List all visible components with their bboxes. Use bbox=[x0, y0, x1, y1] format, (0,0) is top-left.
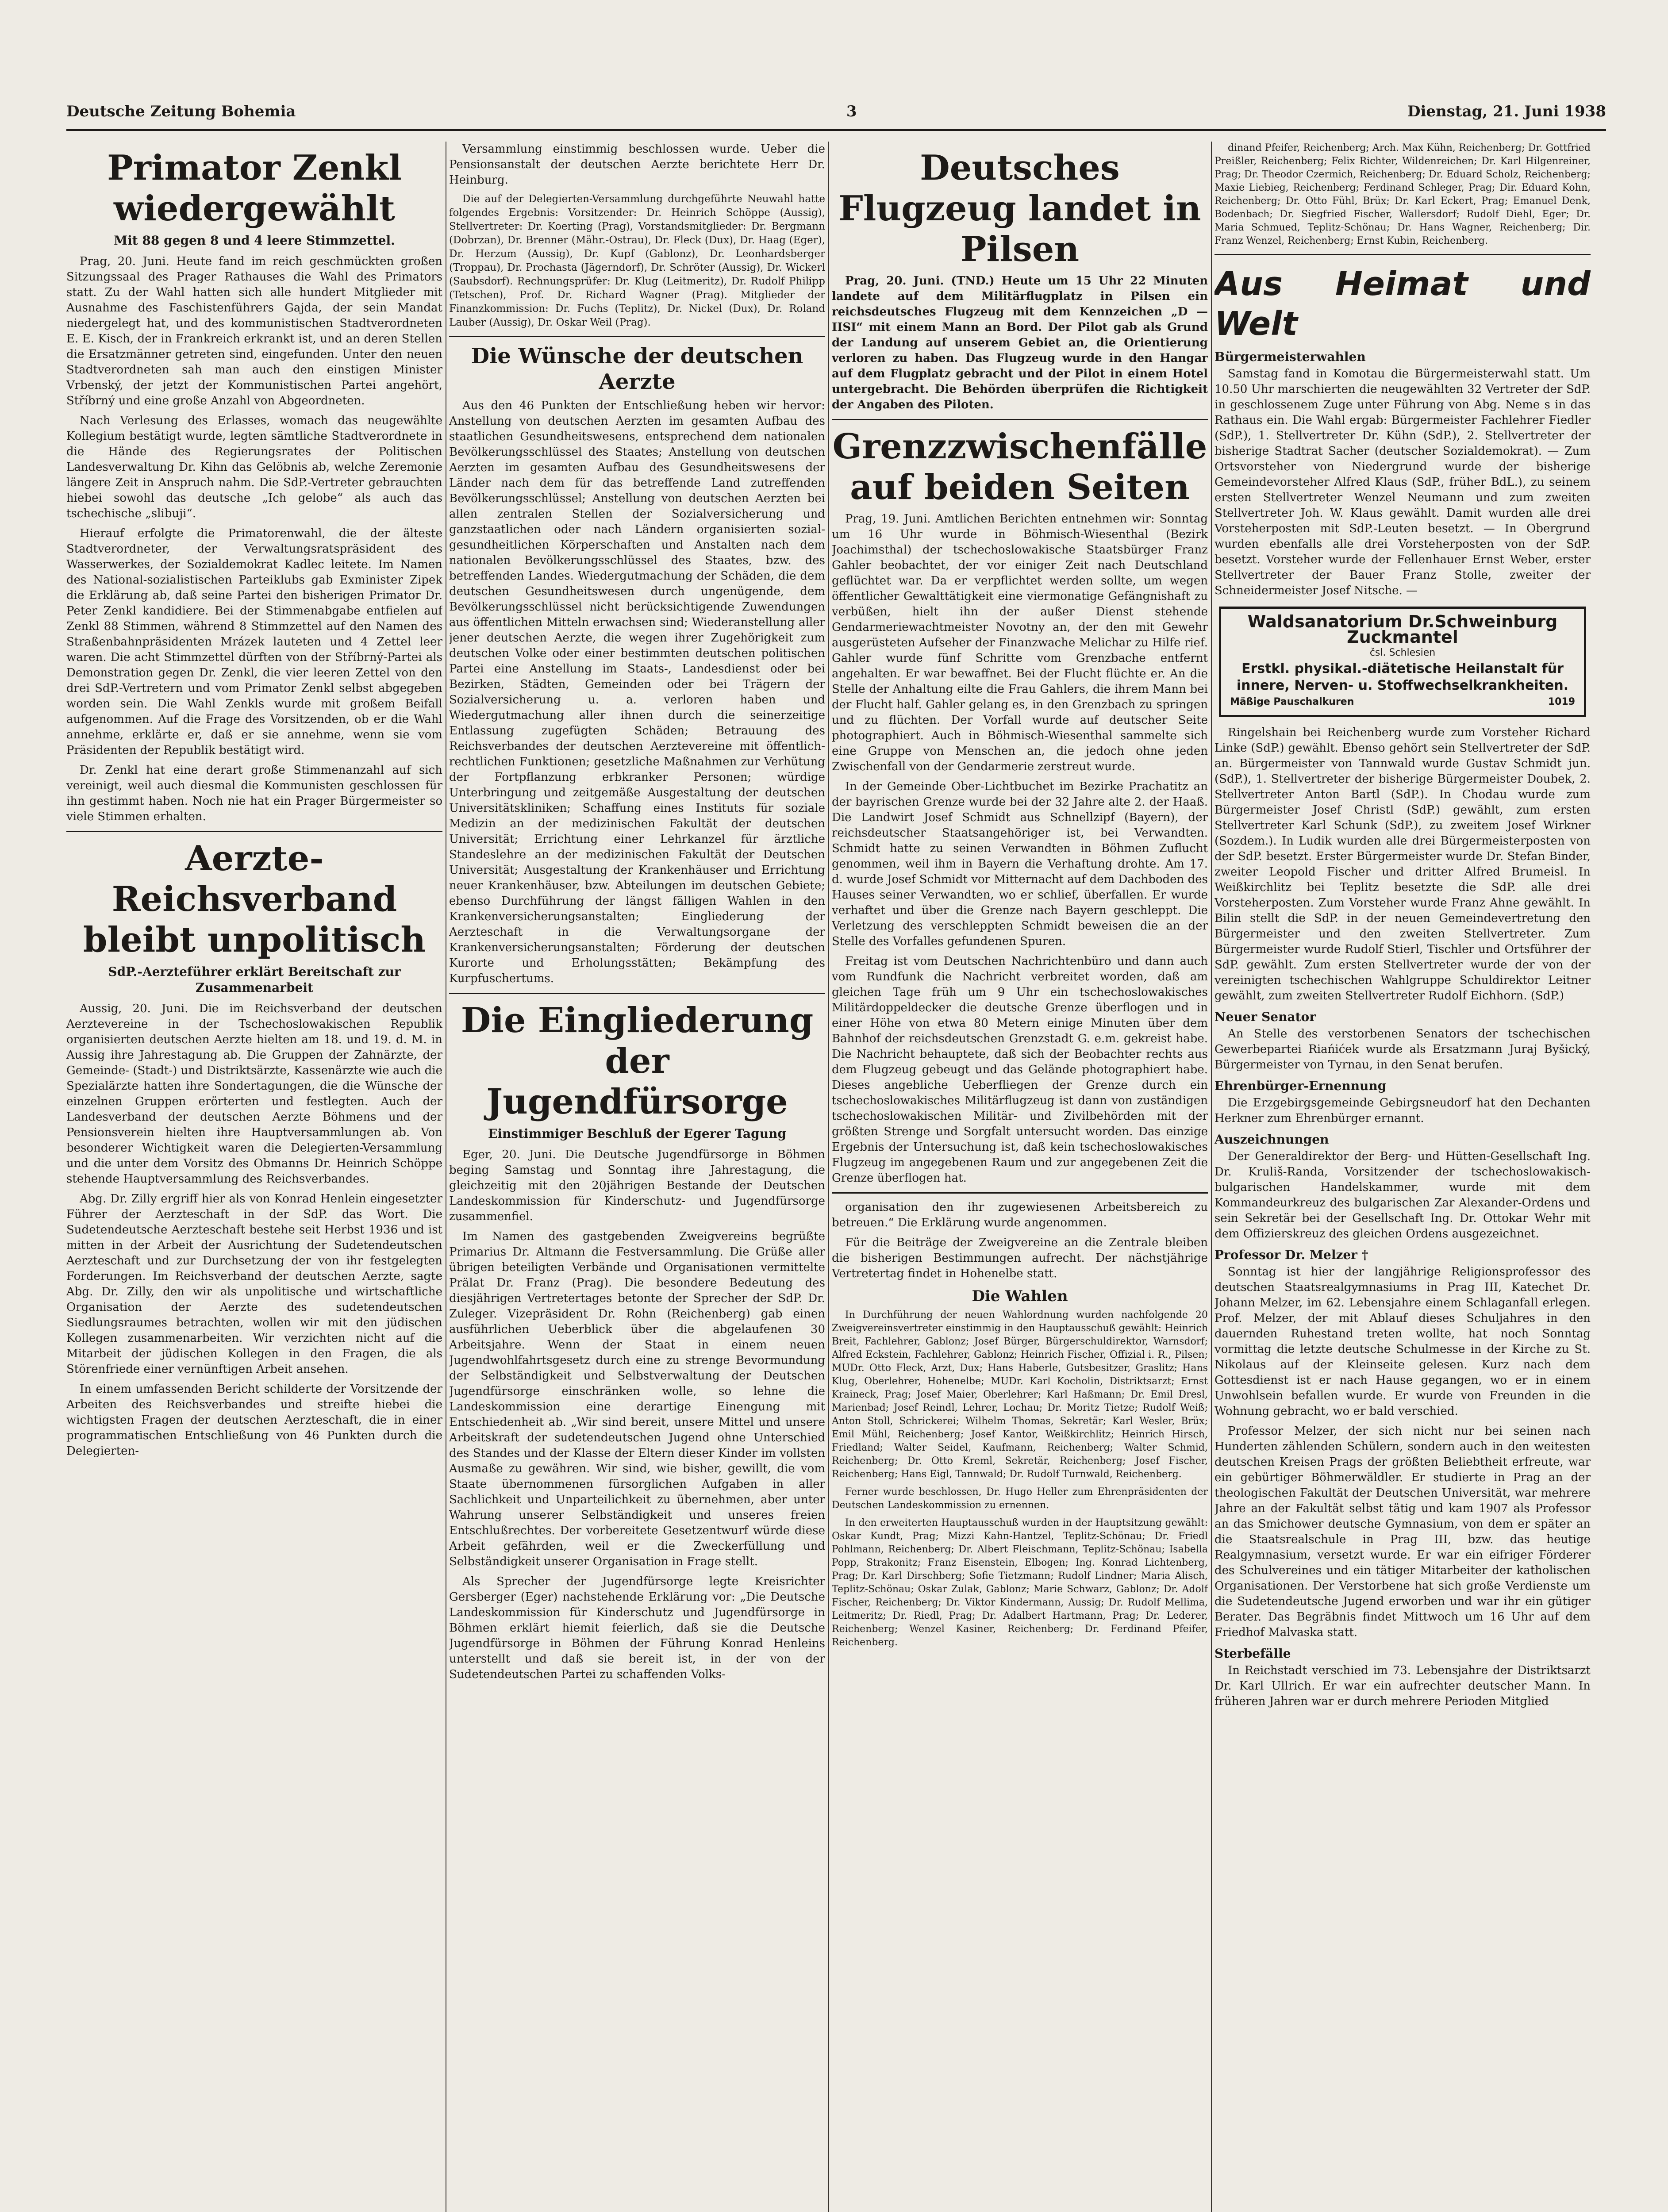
headline-flugzeug-pilsen: Deutsches Flugzeug landet in Pilsen bbox=[838, 148, 1201, 269]
article-paragraph: Dr. Zenkl hat eine derart große Stimmenanzahl auf sich vereinigt, weil auch diesmal die Kommunisten geschlossen für ihn gestimmt haben. Noch nie hat ein Prager Bürgermeister so viele Stimmen erhalten. bbox=[66, 764, 442, 823]
article-paragraph: Der Generaldirektor der Berg- und Hütten-Gesellschaft Ing. Dr. Kruliš-Randa, Vorsitzender der tschechoslowakisch-bulgarischen Handelskammer, wurde mit dem Kommandeurkreuz des bulgarischen Zar Alexander-Ordens und sein Sekretär bei der Gesellschaft Ing. Dr. Ottokar Wehr mit dem Offizierskreuz des gleichen Ordens ausgezeichnet. bbox=[1214, 1150, 1591, 1240]
headline-jugendfuersorge: Die Eingliederung der Jugendfürsorge bbox=[461, 1000, 814, 1122]
article-paragraph: Für die Beiträge der Zweigvereine an die Zentrale bleiben die bisherigen Bestimmungen aufrecht. Der nächstjährige Vertretertag findet in Hohenelbe statt. bbox=[832, 1236, 1208, 1280]
subheading-neuer-senator: Neuer Senator bbox=[1214, 1010, 1316, 1024]
article-paragraph: Aussig, 20. Juni. Die im Reichsverband der deutschen Aerztevereine in der Tschechoslowakischen Republik organisierten deutschen Aerzte hielten am 18. und 19. d. M. in Aussig ihre Jahrestagung ab. Die Gruppen der Zahnärzte, der Gemeinde- (Stadt-) und Distriktsärzte, Kassenärzte wie auch die Spezialärzte hatten ihre Sondertagungen, die die Wünsche der einzelnen Gruppen erörterten und festlegten. Auch der Landesverband der deutschen Aerzte Böhmens und der Pensionsverein hielten ihre Hauptversammlungen ab. Von besonderer Wichtigkeit waren die Delegierten-Versammlung und die unter dem Vorsitz des Obmanns Dr. Heinrich Schöppe stehende Hauptversammlung des Reichsverbandes. bbox=[66, 1002, 442, 1186]
subheadline-aerzte: SdP.-Aerzteführer erklärt Bereitschaft zur Zusammenarbeit bbox=[108, 964, 401, 995]
article-paragraph: Abg. Dr. Zilly ergriff hier als von Konrad Henlein eingesetzter Führer der Aerzteschaft in der SdP. das Wort. Die Sudetendeutsche Aerzteschaft bestehe seit Herbst 1936 und ist mitten in der Arbeit der Ausrichtung der Sudetendeutschen Aerzteschaft und zur Durchsetzung der von ihr festgelegten Forderungen. Im Reichsverband der deutschen Aerzte, sagte Abg. Dr. Zilly, den wir als unpolitische und wirtschaftliche Organisation der Aerzte des sudetendeutschen Siedlungsraumes betrachten, wollen wir mit den jüdischen Kollegen zusammenarbeiten. Wir verzichten nicht auf die Mitarbeit der jüdischen Kollegen in den Fragen, die als Störenfriede einer vernünftigen Arbeit ansehen. bbox=[66, 1192, 442, 1376]
headline-aerzte-reichsverband: Aerzte-Reichsverband bleibt unpolitisch bbox=[83, 838, 426, 960]
article-divider bbox=[832, 1192, 1208, 1194]
headline-grenzzwischenfaelle: Grenzzwischenfälle auf beiden Seiten bbox=[832, 426, 1207, 507]
article-paragraph: Samstag fand in Komotau die Bürgermeisterwahl statt. Um 10.50 Uhr marschierten die neugewählten 32 Vertreter der SdP. in geschlossenem Zuge unter Führung von Abg. Neme s in das Rathaus ein. Die Wahl ergab: Bürgermeister Fachlehrer Fiedler (SdP.), 1. Stellvertreter Dr. Kühn (SdP.), 2. Stellvertreter der bisherige Stadtrat Sacher (deutscher Sozialdemokrat). — Zum Ortsvorsteher von Niedergrund wurde der bisherige Gemeindevorsteher Alfred Klaus (SdP., früher BdL.), zu seinem ersten Stellvertreter Wenzel Neumann und zum zweiten Stellvertreter Joh. W. Klaus gewählt. Damit wurden alle drei Vorsteherposten mit SdP.-Leuten besetzt. — In Obergrund wurden ebenfalls alle drei Vorsteherposten von der SdP. besetzt. Vorsteher wurde der Fellenhauer Ernst Weber, erster Stellvertreter der Bauer Franz Stolle, zweiter der Schneidermeister Josef Nitsche. — bbox=[1214, 367, 1591, 597]
ad-title: Waldsanatorium Dr.Schweinburg Zuckmantel bbox=[1247, 612, 1558, 647]
article-divider bbox=[66, 831, 442, 832]
ad-footer bbox=[1230, 694, 1575, 710]
article-paragraph: In einem umfassenden Bericht schilderte der Vorsitzende der Arbeiten des Reichsverbandes und streifte hiebei die wichtigsten Fragen der deutschen Aerzteschaft, die in einer programmatischen Entschließung von 46 Punkten durch die Delegierten- bbox=[66, 1382, 442, 1458]
column-divider bbox=[828, 142, 829, 2212]
article-paragraph: Im Namen des gastgebenden Zweigvereins begrüßte Primarius Dr. Altmann die Festversammlung. Die Grüße aller übrigen beteiligten Verbände und Organisationen vermittelte Prälat Dr. Franz (Prag). Die besondere Bedeutung des diesjährigen Vertretertages betonte der Sprecher der SdP. Dr. Zuleger. Vizepräsident Dr. Rohn (Reichenberg) gab einen ausführlichen Ueberblick über die abgelaufenen 30 Arbeitsjahre. Wenn der Staat in einem neuen Jugendwohlfahrtsgesetz durch eine zu strenge Bevormundung der Selbständigkeit und Selbstverwaltung der Deutschen Jugendfürsorge einschränken wolle, so lehne die Landeskommission eine derartige Einengung mit Entschiedenheit ab. „Wir sind bereit, unsere Mittel und unsere Arbeitskraft der sudetendeutschen Jugend ohne Unterschied des Standes und der Klasse der Eltern dieser Kinder im vollsten Ausmaße zu gewähren. Wir sind, wie bisher, gewillt, die vom Staate übernommenen fürsorglichen Aufgaben in aller Sachlichkeit und Unparteilichkeit zu übernehmen, aber unter Wahrung unserer Selbständigkeit und unseres freien Entschlußrechtes. Der vorbereitete Gesetzentwurf würde diese Arbeit gefährden, weil er die Zweckerfüllung und Selbständigkeit unserer Organisation in Frage stellt. bbox=[449, 1230, 825, 1568]
subheading-auszeichnungen: Auszeichnungen bbox=[1214, 1132, 1329, 1147]
article-paragraph: Prag, 19. Juni. Amtlichen Berichten entnehmen wir: Sonntag um 16 Uhr wurde in Böhmisch-Wiesenthal (Bezirk Joachimsthal) der tschechoslowakische Staatsbürger Franz Gahler beobachtet, der vor einiger Zeit nach Deutschland geflüchtet war. Da er verpflichtet werden sollte, um wegen öffentlicher Gewalttätigkeit eine viermonatige Gefängnishaft zu verbüßen, hielt ihn der außer Dienst stehende Gendarmeriewachtmeister Novotny an, der den mit Gewehr ausgerüsteten Aufseher der Finanzwache Melichar zu Hilfe rief. Gahler wurde fünf Schritte vom Grenzbache entfernt angehalten. Er war bewaffnet. Bei der Flucht flüchte er. An die Stelle der Anhaltung eilte die Frau Gahlers, die ihrem Mann bei der Flucht half. Gahler gelang es, in den Grenzbach zu springen und zu flüchten. Der Vorfall wurde auf deutscher Seite photographiert. Auch in Böhmisch-Wiesenthal sammelte sich eine Gruppe von Menschen an, die jedoch ohne jeden Zwischenfall von der Gendarmerie zerstreut wurde. bbox=[832, 512, 1208, 773]
article-paragraph: organisation den ihr zugewiesenen Arbeitsbereich zu betreuen.“ Die Erklärung wurde angenommen. bbox=[832, 1201, 1208, 1229]
article-paragraph: Ringelshain bei Reichenberg wurde zum Vorsteher Richard Linke (SdP.) gewählt. Ebenso gehört sein Stellvertreter der SdP. an. Bürgermeister von Tannwald wurde Gustav Schmidt jun. (SdP.), 1. Stellvertreter der bisherige Bürgermeister Doubek, 2. Stellvertreter Anton Bartl (SdP.). In Chodau wurde zum Bürgermeister Josef Christl (SdP.) gewählt, zum ersten Stellvertreter Karl Schunk (SdP.), zu zweitem Josef Wirkner (Sozdem.). In Ludik wurden alle drei Bürgermeisterposten von der SdP. besetzt. Erster Bürgermeister wurde Dr. Stefan Binder, zweiter Leopold Fischer und dritter Alfred Brumeisl. In Weißkirchlitz bei Teplitz besetzte die SdP. alle drei Vorsteherposten. Zum Vorsteher wurde Franz Ahne gewählt. In Bilin stellt die SdP. in der neuen Gemeindevertretung den Bürgermeister und den zweiten Stellvertreter. Zum Bürgermeister wurde Rudolf Stierl, Tischler und Ortsführer der SdP. gewählt. Zum ersten Stellvertreter wurde der von der vereinigten tschechischen Wahlgruppe Schuldirektor Leitner gewählt, zum zweiten Stellvertreter Rudolf Eichhorn. (SdP.) bbox=[1214, 726, 1591, 1002]
column-1 bbox=[66, 142, 442, 2212]
subheading-ehrenbuerger: Ehrenbürger-Ernennung bbox=[1214, 1079, 1387, 1093]
article-paragraph: Prag, 20. Juni. (TND.) Heute um 15 Uhr 22 Minuten landete auf dem Militärflugplatz in Pilsen ein reichsdeutsches Flugzeug mit dem Kennzeichen „D — IISI“ mit einem Mann an Bord. Der Pilot gab als Grund der Landung auf unserem Gebiet an, die Orientierung verloren zu haben. Das Flugzeug wurde in den Hangar auf dem Flugplatz gebracht und der Pilot in einem Hotel untergebracht. Die Behörden überprüfen die Richtigkeit der Angaben des Piloten. bbox=[832, 274, 1208, 411]
ad-footer-left: Mäßige Pauschalkuren bbox=[1230, 696, 1354, 707]
article-divider bbox=[449, 336, 825, 337]
election-results: Die auf der Delegierten-Versammlung durchgeführte Neuwahl hatte folgendes Ergebnis: Vorsitzender: Dr. Heinrich Schöppe (Aussig), Stellvertreter: Dr. Koerting (Prag), Vorstandsmitglieder: Dr. Bergmann (Dobrzan), Dr. Brenner (Mähr.-Ostrau), Dr. Fleck (Dux), Dr. Haag (Eger), Dr. Herzum (Aussig), Dr. Kupf (Gablonz), Dr. Leonhardsberger (Troppau), Dr. Prochasta (Jägerndorf), Dr. Schröter (Aussig), Dr. Wickerl (Saubsdorf). Rechnungsprüfer: Dr. Klug (Leitmeritz), Dr. Rudolf Philipp (Tetschen), Prof. Dr. Richard Wagner (Prag). Mitglieder der Finanzkommission: Dr. Fuchs (Teplitz), Dr. Nickel (Dux), Dr. Roland Lauber (Aussig), Dr. Oskar Weil (Prag). bbox=[449, 193, 825, 328]
advertisement-waldsanatorium bbox=[1219, 607, 1586, 717]
subheadline-primator: Mit 88 gegen 8 und 4 leere Stimmzettel. bbox=[114, 233, 395, 248]
column-divider bbox=[1211, 142, 1212, 2212]
page-number: 3 bbox=[846, 103, 857, 120]
article-paragraph: Professor Melzer, der sich nicht nur bei seinen nach Hunderten zählenden Schülern, sondern auch in den weitesten deutschen Kreisen Prags der größten Beliebtheit erfreute, war ein gebürtiger Böhmerwäldler. Er studierte in Prag an der theologischen Fakultät der Deutschen Universität, war mehrere Jahre an der Fakultät selbst tätig und kam 1907 als Professor an das Smichower deutsche Gymnasium, von dem er später an die Staatsrealschule in Prag III, bzw. das heutige Realgymnasium, versetzt wurde. Er war ein eifriger Förderer des Schulvereines und ein tätiger Mitarbeiter der katholischen Organisationen. Der Verstorbene hat sich große Verdienste um die Sudetendeutsche Jugend erworben und war ihr ein gütiger Berater. Das Begräbnis findet Mittwoch um 16 Uhr auf dem Friedhof Malvaska statt. bbox=[1214, 1425, 1591, 1639]
article-paragraph: dinand Pfeifer, Reichenberg; Arch. Max Kühn, Reichenberg; Dr. Gottfried Preißler, Reichenberg; Felix Richter, Wildenreichen; Dr. Karl Hilgenreiner, Prag; Dr. Theodor Czermich, Reichenberg; Dr. Eduard Scholz, Reichenberg; Maxie Liebieg, Reichenberg; Ferdinand Schleger, Prag; Dir. Eduard Kohn, Reichenberg; Dr. Otto Fühl, Brüx; Dr. Karl Eckert, Prag; Emanuel Denk, Bodenbach; Dr. Siegfried Fischer, Wallersdorf; Rudolf Diehl, Eger; Dr. Maria Schmued, Teplitz-Schönau; Dr. Hans Wagner, Reichenberg; Dir. Franz Wenzel, Reichenberg; Ernst Kubin, Reichenberg. bbox=[1214, 142, 1591, 246]
subheadline-jugendfuersorge: Einstimmiger Beschluß der Egerer Tagung bbox=[488, 1126, 786, 1141]
subheading-professor-melzer: Professor Dr. Melzer † bbox=[1214, 1248, 1368, 1262]
headline-wuensche-aerzte: Die Wünsche der deutschen Aerzte bbox=[471, 344, 803, 394]
article-paragraph: Nach Verlesung des Erlasses, womach das neugewählte Kollegium bestätigt wurde, legten sämtliche Stadtverordnete in die Hände des Regierungsrates der Politischen Landesverwaltung Dr. Kihn das Gelöbnis ab, welche Zeremonie längere Zeit in Anspruch nahm. Die SdP.-Vertreter gebrauchten hiebei sowohl das deutsche „Ich gelobe“ als auch das tschechische „slibuji“. bbox=[66, 414, 442, 520]
article-paragraph: In Reichstadt verschied im 73. Lebensjahre der Distriktsarzt Dr. Karl Ullrich. Er war ein aufrechter deutscher Mann. In früheren Jahren war er durch mehrere Perioden Mitglied bbox=[1214, 1664, 1591, 1708]
column-2 bbox=[449, 142, 825, 2212]
column-3 bbox=[832, 142, 1208, 2212]
article-paragraph: Eger, 20. Juni. Die Deutsche Jugendfürsorge in Böhmen beging Samstag und Sonntag ihre Jahrestagung, die gleichzeitig mit den 20jährigen Bestande der Deutschen Landeskommission für Kinderschutz- und Jugendfürsorge zusammenfiel. bbox=[449, 1148, 825, 1223]
newspaper-name: Deutsche Zeitung Bohemia bbox=[66, 103, 296, 120]
article-divider bbox=[449, 993, 825, 994]
article-paragraph: Als Sprecher der Jugendfürsorge legte Kreisrichter Gersberger (Eger) nachstehende Erklärung vor: „Die Deutsche Landeskommission für Kinderschutz und Jugendfürsorge in Böhmen erklärt hiemit feierlich, daß sie die Deutsche Jugendfürsorge in Böhmen der Führung Konrad Henleins unterstellt und daß sie bereit ist, in der von der Sudetendeutschen Partei zu schaffenden Volks- bbox=[449, 1575, 825, 1681]
subheading-buergermeisterwahlen: Bürgermeisterwahlen bbox=[1214, 349, 1366, 364]
article-paragraph: An Stelle des verstorbenen Senators der tschechischen Gewerbepartei Riańićek wurde als Ersatzmann Juraj Byšický, Bürgermeister von Tyrnau, in den Senat berufen. bbox=[1214, 1027, 1591, 1071]
issue-date: Dienstag, 21. Juni 1938 bbox=[1407, 103, 1606, 120]
article-paragraph: In den erweiterten Hauptausschuß wurden in der Hauptsitzung gewählt: Oskar Kundt, Prag; Mizzi Kahn-Hantzel, Teplitz-Schönau; Dr. Friedl Pohlmann, Reichenberg; Dr. Albert Fleischmann, Teplitz-Schönau; Isabella Popp, Strakonitz; Franz Eisenstein, Elbogen; Ing. Konrad Lichtenberg, Prag; Dr. Karl Dirschberg; Sofie Tietzmann; Rudolf Lindner; Maria Alisch, Teplitz-Schönau; Oskar Zulak, Gablonz; Marie Schwarz, Gablonz; Dr. Adolf Fischer, Reichenberg; Dr. Viktor Kindermann, Aussig; Dr. Rudolf Mellima, Leitmeritz; Dr. Riedl, Prag; Dr. Adalbert Hartmann, Prag; Dr. Lederer, Reichenberg; Wenzel Kasiner, Reichenberg; Dr. Ferdinand Pfeifer, Reichenberg. bbox=[832, 1517, 1208, 1648]
headline-primator: Primator Zenkl wiedergewählt bbox=[107, 148, 402, 229]
ad-subtitle: čsl. Schlesien bbox=[1369, 647, 1436, 658]
column-4 bbox=[1214, 142, 1591, 2212]
article-paragraph: Hierauf erfolgte die Primatorenwahl, die der älteste Stadtverordneter, der Verwaltungsratspräsident des Wasserwerkes, der Sozialdemokrat Kadlec leitete. Im Namen des National-sozialistischen Parteiklubs gab Exminister Zipek die Erklärung ab, daß seine Partei den bisherigen Primator Dr. Peter Zenkl kandidiere. Bei der Stimmenabgabe entfielen auf Zenkl 88 Stimmen, während 8 Stimmzettel auf den Namen des Straßenbahnpräsidenten Mrázek lauteten und 4 Zettel leer waren. Die acht Stimmzettel dürften von der Stříbrný-Partei als Demonstration gegen Dr. Zenkl, die vier leeren Zettel von den drei SdP.-Vertretern und vom Primator Zenkl selbst abgegeben worden sein. Die Wahl Zenkls wurde mit großem Beifall aufgenommen. Auf die Frage des Vorsitzenden, ob er die Wahl annehme, erklärte er, daß er sie annehme, wenn sie vom Präsidenten der Republik bestätigt wird. bbox=[66, 527, 442, 757]
headline-wahlen: Die Wahlen bbox=[972, 1287, 1068, 1305]
article-paragraph: Prag, 20. Juni. Heute fand im reich geschmückten großen Sitzungssaal des Prager Rathauses die Wahl des Primators statt. Zu der Wahl hatten sich alle hundert Mitglieder mit Ausnahme des Faschistenführers Gajda, der sein Mandat niedergelegt hat, und des kommunistischen Stadtverordneten E. E. Kisch, der in Frankreich erkrankt ist, und an deren Stellen die Ersatzmänner getreten sind, eingefunden. Unter den neuen Stadtverordneten sah man auch den einstigen Minister Vrbenský, der jetzt der Kommunistischen Partei angehört, Stříbrný und eine große Anzahl von Abgeordneten. bbox=[66, 255, 442, 407]
article-paragraph: Die Erzgebirgsgemeinde Gebirgsneudorf hat den Dechanten Herkner zum Ehrenbürger ernannt. bbox=[1214, 1096, 1591, 1125]
article-paragraph: Aus den 46 Punkten der Entschließung heben wir hervor: Anstellung von deutschen Aerzten im gesamten Aufbau des staatlichen Gesundheitswesens, entsprechend dem nationalen Bevölkerungsschlüssel des Staates; Anstellung von deutschen Aerzten im gesamten Aufbau des Gesundheitswesens der Länder nach dem für das betreffende Land zutreffenden Bevölkerungsschlüssel; Anstellung von deutschen Aerzten bei allen zentralen Stellen der Sozialversicherung und ganzstaatlichen oder nach Ländern organisierten sozial-gesundheitlichen Körperschaften und Anstalten nach dem nationalen Bevölkerungsschlüssel des Staates, bzw. des betreffenden Landes. Wiedergutmachung der Schäden, die dem deutschen Gesundheitswesen durch ungenügende, dem Bevölkerungsschlüssel nicht berücksichtigende Zuwendungen aus öffentlichen Mitteln erwachsen sind; Wiederanstellung aller jener deutschen Aerzte, die wegen ihrer Zugehörigkeit zum deutschen Volke oder einer bestimmten deutschen politischen Partei eine Anstellung im Staats-, Landesdienst oder bei Bezirken, Städten, Gemeinden oder bei Trägern der Sozialversicherung u. a. verloren haben und Wiedergutmachung aller ihnen durch die seinerzeitige Entlassung zugefügten Schäden; Betrauung des Reichsverbandes der deutschen Aerztevereine mit öffentlich-rechtlichen Funktionen; gesetzliche Maßnahmen zur Verhütung der Fortpflanzung erbkranker Personen; würdige Unterbringung und zeitgemäße Ausgestaltung der deutschen Universitätskliniken; Schaffung eines Instituts für soziale Medizin an der medizinischen Fakultät der deutschen Universität; Errichtung einer Lehrkanzel für ärztliche Standeslehre an der medizinischen Fakultät der Deutschen Universität; Ausgestaltung der Krankenhäuser und Errichtung neuer Krankenhäuser, bzw. Abteilungen im deutschen Gebiete; ebenso Durchführung der längst fälligen Wahlen in den Krankenversicherungsanstalten; Eingliederung der Aerzteschaft in die Verwaltungsorgane der Krankenversicherungsanstalten; Förderung der deutschen Kurorte und Erholungsstätten; Bekämpfung des Kurpfuschertums. bbox=[449, 399, 825, 985]
article-divider bbox=[1214, 254, 1591, 255]
article-paragraph: Sonntag ist hier der langjährige Religionsprofessor des deutschen Staatsrealgymnasiums in Prag III, Katechet Dr. Johann Melzer, im 62. Lebensjahre einem Schlaganfall erlegen. Prof. Melzer, der mit Ablauf dieses Schuljahres in den dauernden Ruhestand treten wollte, hat noch Sonntag vormittag die letzte deutsche Schulmesse in der Kirche zu St. Nikolaus auf der Kleinseite gelesen. Kurz nach dem Gottesdienst ist er nach Hause gegangen, wo er in einem Unwohlsein befallen wurde. Er wurde von Freunden in die Wohnung gebracht, wo er bald verschied. bbox=[1214, 1265, 1591, 1418]
article-divider bbox=[832, 419, 1208, 420]
ad-body: Erstkl. physikal.-diätetische Heilanstalt für innere, Nerven- u. Stoffwechselkrankheiten. bbox=[1236, 661, 1569, 693]
article-paragraph: Ferner wurde beschlossen, Dr. Hugo Heller zum Ehrenpräsidenten der Deutschen Landeskommission zu ernennen. bbox=[832, 1486, 1208, 1511]
section-title: Aus Heimat und Welt bbox=[1214, 265, 1591, 343]
article-paragraph: In Durchführung der neuen Wahlordnung wurden nachfolgende 20 Zweigvereinsvertreter einstimmig in den Hauptausschuß gewählt: Heinrich Breit, Fachlehrer, Gablonz; Josef Bürger, Bürgerschuldirektor, Warnsdorf; Alfred Eckstein, Fachlehrer, Gablonz; Heinrich Fischer, Offizial i. R., Pilsen; MUDr. Otto Fleck, Arzt, Dux; Hans Haberle, Gutsbesitzer, Graslitz; Hans Klug, Oberlehrer, Hohenelbe; MUDr. Karl Kocholin, Distriktsarzt; Ernst Kraineck, Prag; Josef Maier, Oberlehrer; Karl Haßmann; Dr. Emil Dresl, Marienbad; Josef Reindl, Lehrer, Lochau; Dr. Moritz Tietze; Rudolf Weiß; Anton Stoll, Schrickerei; Wilhelm Thomas, Sekretär; Karl Wesler, Brüx; Emil Mühl, Reichenberg; Josef Kantor, Weißkirchlitz; Heinrich Hirsch, Friedland; Walter Seidel, Kaufmann, Reichenberg; Walter Schmid, Reichenberg; Dr. Otto Kreml, Sekretär, Reichenberg; Josef Fischer, Reichenberg; Hans Eigl, Tannwald; Dr. Rudolf Turnwald, Reichenberg. bbox=[832, 1310, 1208, 1480]
article-paragraph: Versammlung einstimmig beschlossen wurde. Ueber die Pensionsanstalt der deutschen Aerzte berichtete Herr Dr. Heinburg. bbox=[449, 142, 825, 187]
subheading-sterbefaelle: Sterbefälle bbox=[1214, 1646, 1291, 1661]
ad-footer-right: 1019 bbox=[1548, 696, 1575, 707]
article-paragraph: Freitag ist vom Deutschen Nachrichtenbüro und dann auch vom Rundfunk die Nachricht verbreitet worden, daß am gleichen Tage früh um 9 Uhr ein tschechoslowakisches Militärdoppeldecker die deutsche Grenze überflogen und in einer Höhe von etwa 80 Metern einige Minuten über dem Bahnhof der reichsdeutschen Grenzstadt G. e.m. gekreist habe. Die Nachricht behauptete, daß sich der Beobachter rechts aus dem Flugzeug gebeugt und das Gelände photographiert habe. Dieses angebliche Ueberfliegen der Grenze durch ein tschechoslowakisches Militärflugzeug ist dann von zuständigen tschechoslowakischen Militär- und Zivilbehörden mit der größten Strenge und Sorgfalt untersucht worden. Das einzige Ergebnis der Untersuchung ist, daß kein tschechoslowakisches Flugzeug im angegebenen Raum und zur angegebenen Zeit die Grenze überflogen hat. bbox=[832, 955, 1208, 1185]
article-paragraph: In der Gemeinde Ober-Lichtbuchet im Bezirke Prachatitz an der bayrischen Grenze wurde bei der 32 Jahre alte 2. der Haaß. Die Landwirt Josef Schmidt aus Schnellzipf (Bayern), der reichsdeutscher Staatsangehöriger ist, bei Verwandten. Schmidt hatte zu seinen Verwandten in Böhmen Zuflucht genommen, weil ihm in Bayern die Verhaftung drohte. Am 17. d. wurde Josef Schmidt vor Mitternacht auf dem Dachboden des Hauses seiner Verwandten, wo er schlief, überfallen. Er wurde verhaftet und über die Grenze nach Bayern geschleppt. Die Verletzung des verschleppten Schmidt beweisen die an der Stelle des Vorfalles gefundenen Spuren. bbox=[832, 780, 1208, 948]
page-header bbox=[66, 98, 1606, 131]
